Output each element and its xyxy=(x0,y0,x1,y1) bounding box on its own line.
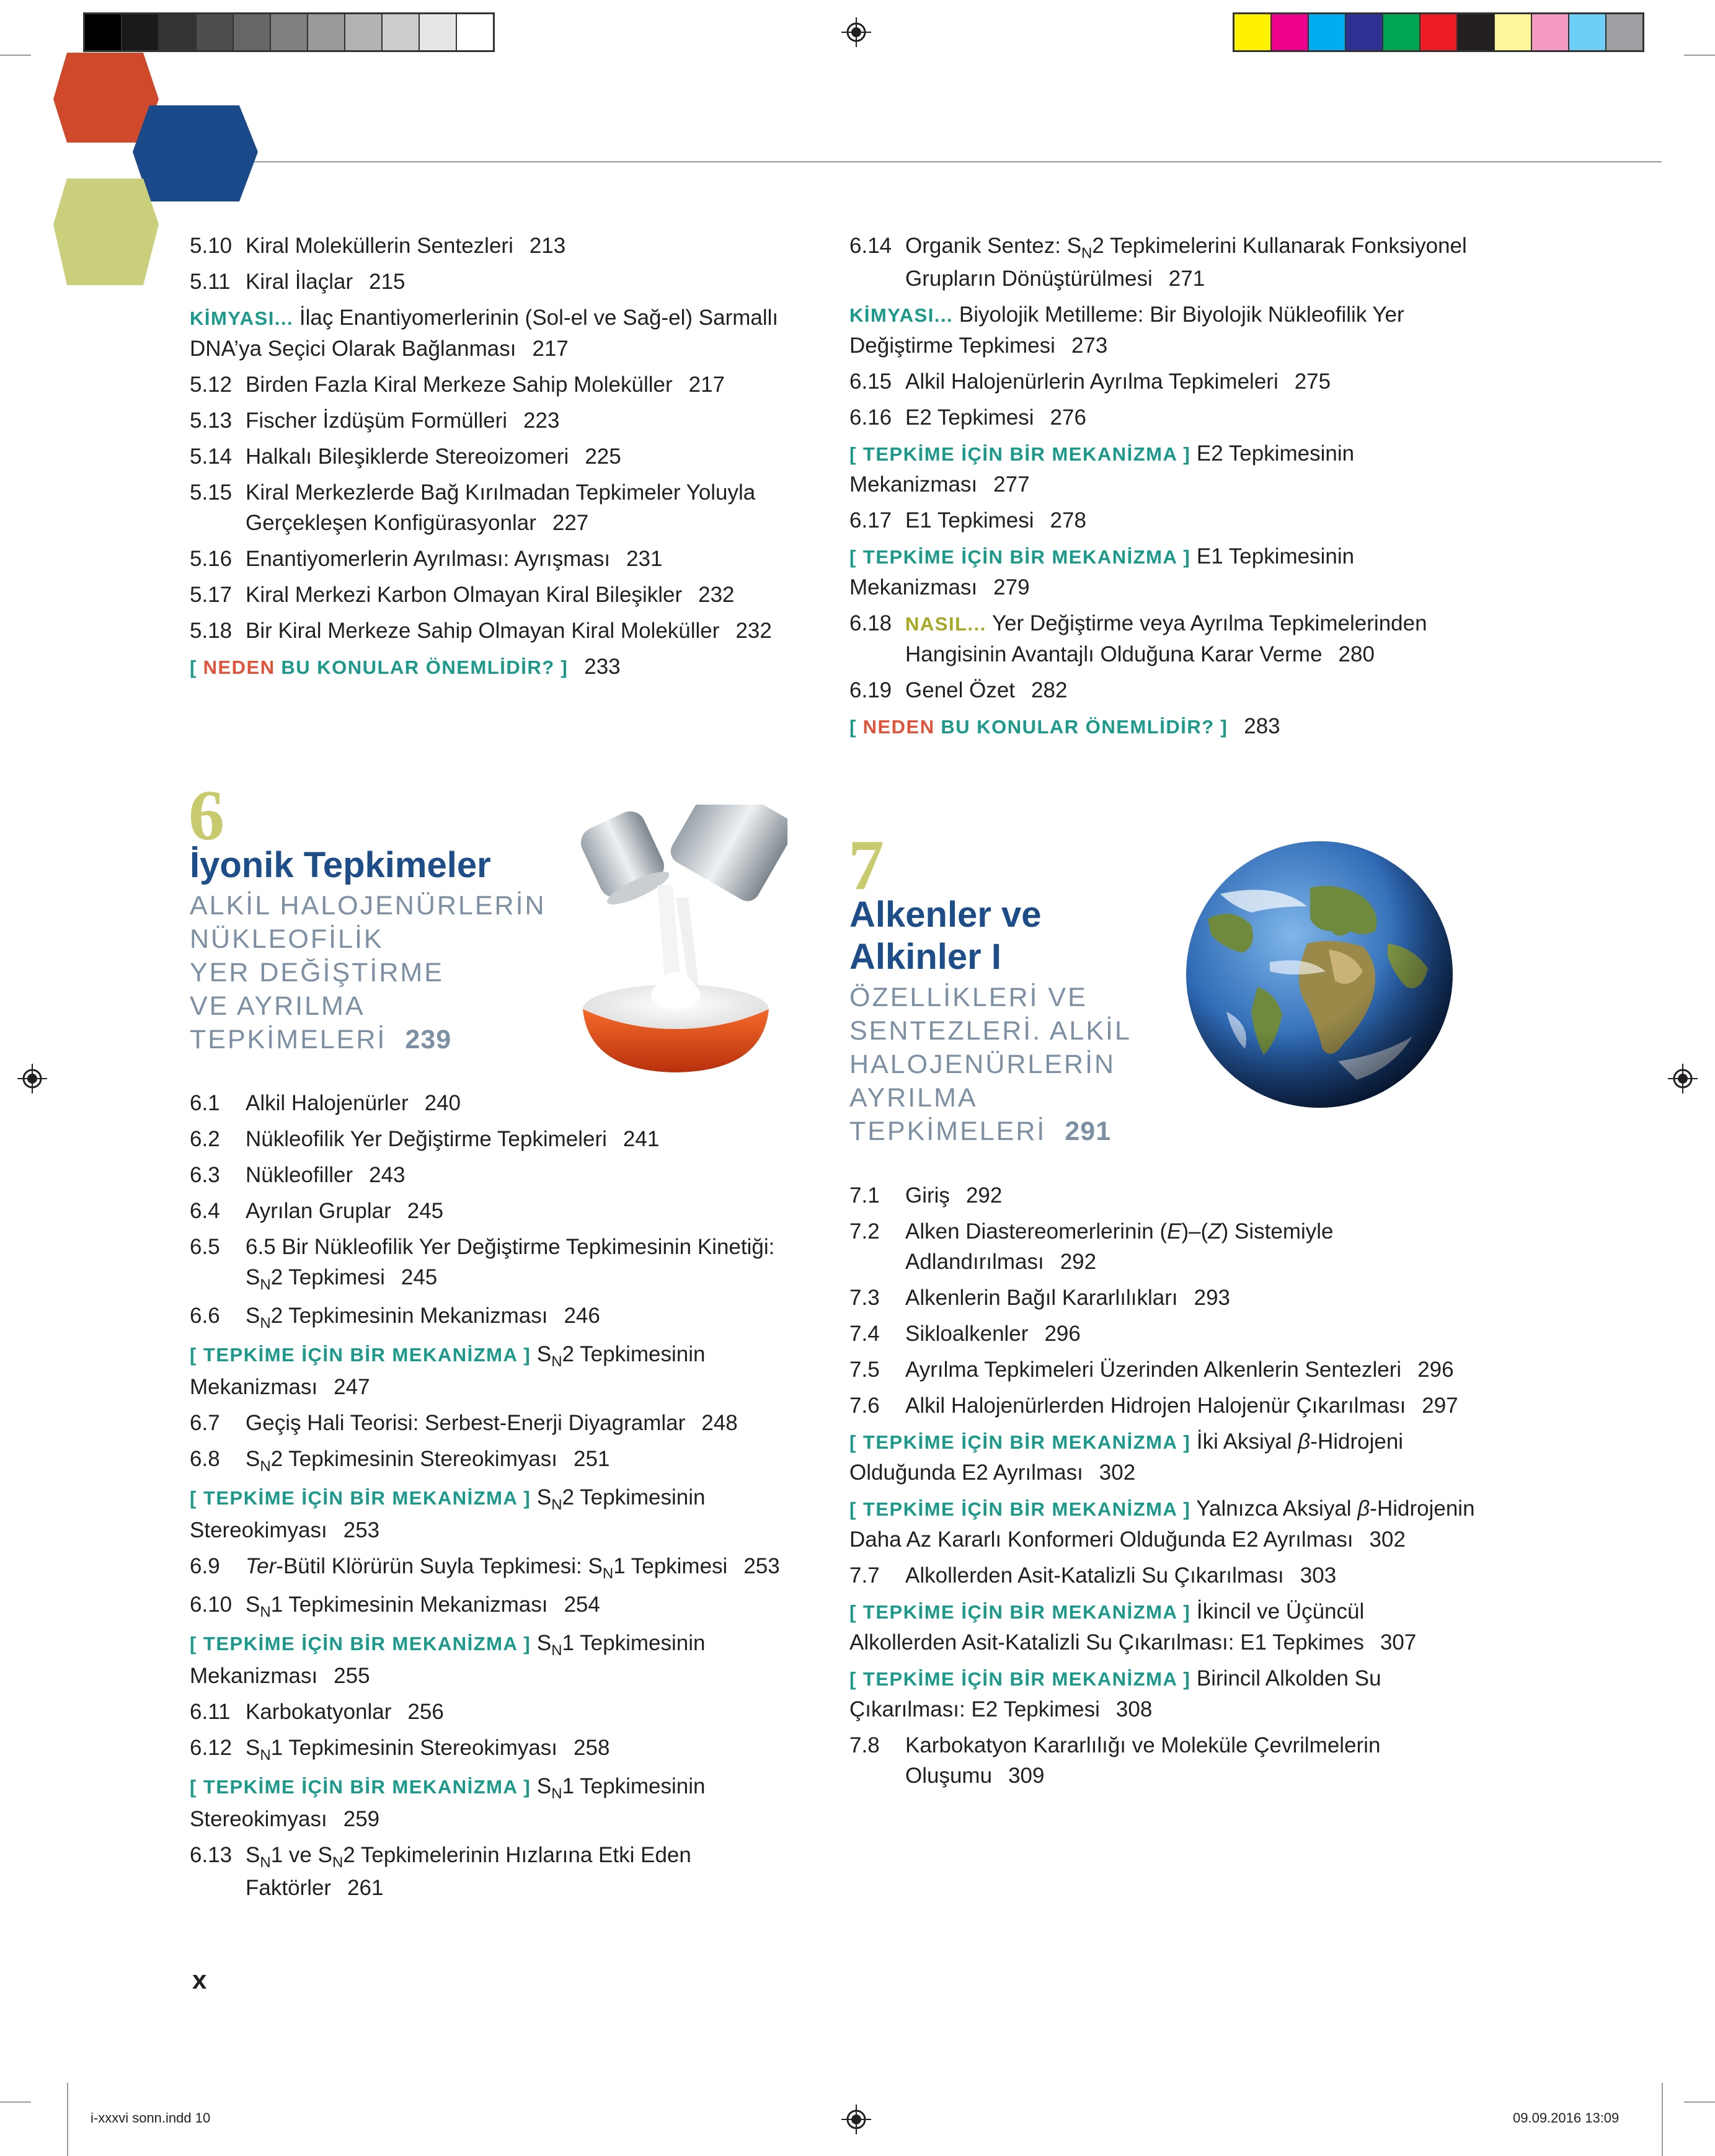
mechanism-entry[interactable]: [ TEPKİME İÇİN BİR MEKANİZMA ] $S_N2$ Tepkimesinin Stereokimyası 253 xyxy=(190,1485,706,1542)
toc-entry[interactable]: 7.1 Giriş 292 xyxy=(849,1183,1003,1208)
toc-entry-title: Kiral Merkezi Karbon Olmayan Kiral Bileşikler 232 xyxy=(246,583,735,607)
toc-entry-page: 223 xyxy=(523,409,560,433)
chapter-6-title: İyonik Tepkimeler xyxy=(190,845,491,885)
mechanism-entry[interactable]: [ TEPKİME İÇİN BİR MEKANİZMA ] Yalnızca Aksiyal β-Hidrojenin Daha Az Kararlı Konformeri Olduğunda E2 Ayrılması 302 xyxy=(849,1496,1475,1552)
toc-entry-number: 5.15 xyxy=(190,480,233,505)
crop-mark xyxy=(1662,2083,1663,2156)
toc-entry-page: 232 xyxy=(698,583,735,607)
mechanism-tag: [ TEPKİME İÇİN BİR MEKANİZMA ] xyxy=(849,546,1191,568)
feature-entry[interactable]: KİMYASI... Biyolojik Metilleme: Bir Biyolojik Nükleofilik Yer Değiştirme Tepkimesi 273 xyxy=(849,303,1404,358)
toc-entry-number: 5.10 xyxy=(190,234,233,258)
toc-entry[interactable]: 6.11 Karbokatyonlar 256 xyxy=(190,1700,444,1724)
registration-mark-icon xyxy=(17,1064,47,1093)
toc-entry-number: 5.17 xyxy=(190,583,233,607)
gray-swatch xyxy=(383,14,420,50)
toc-entry-title: Bir Kiral Merkeze Sahip Olmayan Kiral Moleküller 232 xyxy=(246,619,772,643)
toc-entry-page: 215 xyxy=(369,270,405,294)
color-swatch xyxy=(1569,14,1606,50)
feature-tag: KİMYASI... xyxy=(190,307,294,329)
registration-mark-icon xyxy=(841,17,871,47)
chapter-7-subtitle: ÖZELLİKLERİ VE SENTEZLERİ. ALKİL HALOJENÜRLERİN AYRILMA TEPKİMELERİ 291 xyxy=(849,983,1132,1146)
mechanism-tag: [ TEPKİME İÇİN BİR MEKANİZMA ] xyxy=(849,1601,1191,1623)
feature-entry[interactable]: KİMYASI... İlaç Enantiyomerlerinin (Sol-el ve Sağ-el) Sarmallı DNA’ya Seçici Olarak Bağlanması 217 xyxy=(190,306,779,361)
toc-entry[interactable]: 6.6 $S_N2$ Tepkimesinin Mekanizması 246 xyxy=(190,1304,600,1332)
gray-swatch xyxy=(159,14,197,50)
color-swatch xyxy=(1272,14,1309,50)
toc-entry[interactable]: 6.15 Alkil Halojenürlerin Ayrılma Tepkimeleri 275 xyxy=(849,369,1331,394)
toc-entry[interactable]: 7.4 Sikloalkenler 296 xyxy=(849,1322,1081,1346)
color-swatch xyxy=(1532,14,1569,50)
toc-entry[interactable]: 6.13 $S_N1$ ve $S_N2$ Tepkimelerinin Hızlarına Etki Eden Faktörler 261 xyxy=(190,1843,691,1900)
toc-entry[interactable] xyxy=(190,369,810,400)
toc-entry-page: 225 xyxy=(585,444,621,469)
toc-entry-number: 5.14 xyxy=(190,444,233,469)
toc-entry-number: 5.16 xyxy=(190,547,233,571)
crop-mark xyxy=(0,2101,31,2103)
toc-entry[interactable]: 6.12 $S_N1$ Tepkimesinin Stereokimyası 258 xyxy=(190,1736,610,1764)
gray-swatch xyxy=(197,14,234,50)
toc-entry[interactable]: 6.1 Alkil Halojenürler 240 xyxy=(190,1091,461,1115)
color-swatch xyxy=(1458,14,1495,50)
toc-entry[interactable]: 6.17 E1 Tepkimesi 278 xyxy=(849,508,1086,532)
toc-entry-page: 227 xyxy=(552,511,589,535)
chapter-7-page: 291 xyxy=(1065,1116,1112,1146)
mechanism-entry[interactable]: [ TEPKİME İÇİN BİR MEKANİZMA ] İki Aksiyal β-Hidrojeni Olduğunda E2 Ayrılması 302 xyxy=(849,1429,1404,1485)
nasil-tag: NASIL... xyxy=(905,613,986,635)
mechanism-tag: [ TEPKİME İÇİN BİR MEKANİZMA ] xyxy=(190,1344,531,1366)
grayscale-bar xyxy=(83,12,495,52)
toc-entry-number: 5.11 xyxy=(190,270,231,294)
toc-left-top xyxy=(190,231,810,688)
trim-line-top-right xyxy=(1684,55,1715,56)
toc-entry[interactable]: 6.10 $S_N1$ Tepkimesinin Mekanizması 254 xyxy=(190,1593,600,1620)
color-swatch xyxy=(1606,14,1642,50)
toc-entry[interactable]: 7.5 Ayrılma Tepkimeleri Üzerinden Alkenlerin Sentezleri 296 xyxy=(849,1358,1454,1382)
gray-swatch xyxy=(234,14,271,50)
toc-entry-page: 217 xyxy=(688,373,725,397)
color-swatch xyxy=(1420,14,1458,50)
rule-top xyxy=(136,161,1662,162)
toc-entry[interactable]: 6.8 $S_N2$ Tepkimesinin Stereokimyası 251 xyxy=(190,1447,610,1475)
footer-file-name: i-xxxvi sonn.indd 10 xyxy=(91,2110,211,2126)
feature-tag: KİMYASI... xyxy=(849,304,954,326)
mechanism-tag: [ TEPKİME İÇİN BİR MEKANİZMA ] xyxy=(190,1487,531,1509)
toc-entry[interactable]: 6.16 E2 Tepkimesi 276 xyxy=(849,405,1086,430)
toc-entry[interactable]: 7.2 Alken Diastereomerlerinin (E)–(Z) Sistemiyle Adlandırılması 292 xyxy=(849,1219,1334,1274)
trim-line-top xyxy=(0,55,31,56)
color-swatch xyxy=(1234,14,1272,50)
toc-entry[interactable] xyxy=(190,441,810,472)
mechanism-entry[interactable]: [ TEPKİME İÇİN BİR MEKANİZMA ] $S_N2$ Tepkimesinin Mekanizması 247 xyxy=(190,1342,706,1399)
gray-swatch xyxy=(85,14,122,50)
toc-entry[interactable] xyxy=(190,267,810,297)
toc-entry[interactable] xyxy=(190,544,810,574)
toc-right-top xyxy=(849,231,1476,748)
toc-entry-number: 5.13 xyxy=(190,409,233,433)
toc-entry-page: 231 xyxy=(626,547,663,571)
chapter-6-page: 239 xyxy=(405,1025,452,1054)
toc-entry[interactable]: 6.9 Ter-Bütil Klörürün Suyla Tepkimesi: $S_N1$ Tepkimesi 253 xyxy=(190,1554,780,1582)
salt-bowl-image xyxy=(564,805,787,1077)
toc-entry[interactable] xyxy=(190,616,810,646)
gray-swatch xyxy=(122,14,159,50)
mechanism-tag: [ TEPKİME İÇİN BİR MEKANİZMA ] xyxy=(190,1776,531,1798)
toc-entry-title: Enantiyomerlerin Ayrılması: Ayrışması 231 xyxy=(246,547,663,571)
mechanism-entry[interactable]: [ TEPKİME İÇİN BİR MEKANİZMA ] E1 Tepkimesinin Mekanizması 279 xyxy=(849,544,1355,599)
mechanism-entry[interactable]: [ TEPKİME İÇİN BİR MEKANİZMA ] E2 Tepkimesinin Mekanizması 277 xyxy=(849,441,1355,497)
chapter-7-number: 7 xyxy=(848,826,884,905)
toc-entry-title: Kiral İlaçlar 215 xyxy=(246,270,405,294)
toc-entry-title: Kiral Merkezlerde Bağ Kırılmadan Tepkimeler Yoluyla Gerçekleşen Konfigürasyonlar 227 xyxy=(246,480,756,535)
chapter-6-subtitle: ALKİL HALOJENÜRLERİN NÜKLEOFİLİK YER DEĞİŞTİRME VE AYRILMA TEPKİMELERİ 239 xyxy=(190,891,546,1054)
toc-entry-number: 5.18 xyxy=(190,619,233,643)
color-swatch xyxy=(1346,14,1383,50)
toc-entry[interactable]: 6.5 6.5 Bir Nükleofilik Yer Değiştirme Tepkimesinin Kinetiği: $S_N2$ Tepkimesi 245 xyxy=(190,1235,775,1293)
mechanism-entry[interactable]: [ TEPKİME İÇİN BİR MEKANİZMA ] $S_N1$ Tepkimesinin Mekanizması 255 xyxy=(190,1631,706,1688)
toc-entry[interactable] xyxy=(190,231,810,261)
toc-entry[interactable]: 7.6 Alkil Halojenürlerden Hidrojen Halojenür Çıkarılması 297 xyxy=(849,1394,1458,1418)
toc-entry[interactable]: 7.8 Karbokatyon Kararlılığı ve Moleküle Çevrilmelerin Oluşumu 309 xyxy=(849,1733,1381,1788)
toc-entry-title: Halkalı Bileşiklerde Stereoizomeri 225 xyxy=(246,444,621,469)
toc-entry[interactable] xyxy=(190,405,810,436)
color-bar xyxy=(1233,12,1644,52)
mechanism-tag: [ TEPKİME İÇİN BİR MEKANİZMA ] xyxy=(849,443,1191,465)
chapter-7-title: Alkenler ve Alkinler I xyxy=(849,895,1042,977)
toc-entry-page: 232 xyxy=(735,619,772,643)
toc-entry[interactable]: 6.3 Nükleofiller 243 xyxy=(190,1163,405,1187)
toc-entry[interactable] xyxy=(190,477,810,538)
crop-mark xyxy=(1684,2101,1715,2103)
neden-entry[interactable]: [ NEDEN BU KONULAR ÖNEMLİDİR? ] 283 xyxy=(849,714,1280,738)
mechanism-tag: [ TEPKİME İÇİN BİR MEKANİZMA ] xyxy=(849,1498,1191,1520)
toc-entry[interactable]: 6.7 Geçiş Hali Teorisi: Serbest-Enerji Diyagramlar 248 xyxy=(190,1411,738,1435)
toc-entry[interactable]: 6.14 Organik Sentez: $S_N2$ Tepkimelerini Kullanarak Fonksiyonel Grupların Dönüştürülmesi 271 xyxy=(849,234,1467,291)
toc-entry[interactable] xyxy=(190,580,810,610)
toc-entry-number: 5.12 xyxy=(190,373,233,397)
footer-date: 09.09.2016 13:09 xyxy=(1513,2110,1620,2126)
toc-entry[interactable]: 6.19 Genel Özet 282 xyxy=(849,678,1068,702)
earth-globe-image xyxy=(1183,838,1456,1111)
toc-entry[interactable]: 7.3 Alkenlerin Bağıl Kararlılıkları 293 xyxy=(849,1286,1231,1310)
page-number: x xyxy=(192,1965,207,1994)
gray-swatch xyxy=(308,14,345,50)
toc-entry[interactable]: 6.4 Ayrılan Gruplar 245 xyxy=(190,1199,444,1223)
registration-mark-icon xyxy=(1668,1064,1698,1093)
toc-chapter-7 xyxy=(849,1180,1476,1796)
toc-entry-title: Kiral Moleküllerin Sentezleri 213 xyxy=(246,234,566,258)
toc-entry[interactable]: 6.2 Nükleofilik Yer Değiştirme Tepkimeleri 241 xyxy=(190,1127,660,1151)
crop-mark xyxy=(67,2083,68,2156)
gray-swatch xyxy=(345,14,383,50)
toc-entry[interactable]: 7.7 Alkollerden Asit-Katalizli Su Çıkarılması 303 xyxy=(849,1563,1337,1588)
mechanism-tag: [ TEPKİME İÇİN BİR MEKANİZMA ] xyxy=(190,1633,531,1655)
chapter-6-number: 6 xyxy=(188,776,224,855)
toc-entry-page: 213 xyxy=(529,234,566,258)
color-swatch xyxy=(1495,14,1532,50)
registration-mark-icon xyxy=(841,2105,871,2134)
color-swatch xyxy=(1309,14,1346,50)
mechanism-entry[interactable]: [ TEPKİME İÇİN BİR MEKANİZMA ] Birincil Alkolden Su Çıkarılması: E2 Tepkimesi 308 xyxy=(849,1666,1381,1721)
color-swatch xyxy=(1383,14,1420,50)
gray-swatch xyxy=(271,14,308,50)
mechanism-tag: [ TEPKİME İÇİN BİR MEKANİZMA ] xyxy=(849,1431,1191,1453)
toc-entry[interactable]: 6.18 NASIL... Yer Değiştirme veya Ayrılma Tepkimelerinden Hangisinin Avantajlı Olduğuna Karar Verme 280 xyxy=(849,611,1427,666)
toc-chapter-6 xyxy=(190,1088,810,1909)
mechanism-entry[interactable]: [ TEPKİME İÇİN BİR MEKANİZMA ] $S_N1$ Tepkimesinin Stereokimyası 259 xyxy=(190,1774,706,1831)
mechanism-entry[interactable]: [ TEPKİME İÇİN BİR MEKANİZMA ] İkincil ve Üçüncül Alkollerden Asit-Katalizli Su Çıkarılması: E1 Tepkimes 307 xyxy=(849,1599,1417,1655)
mechanism-tag: [ TEPKİME İÇİN BİR MEKANİZMA ] xyxy=(849,1668,1191,1690)
neden-entry[interactable]: [ NEDEN BU KONULAR ÖNEMLİDİR? ] 233 xyxy=(190,655,621,679)
toc-entry-title: Fischer İzdüşüm Formülleri 223 xyxy=(246,409,560,433)
gray-swatch xyxy=(420,14,457,50)
toc-entry-title: Birden Fazla Kiral Merkeze Sahip Moleküller 217 xyxy=(246,373,725,397)
gray-swatch xyxy=(457,14,493,50)
